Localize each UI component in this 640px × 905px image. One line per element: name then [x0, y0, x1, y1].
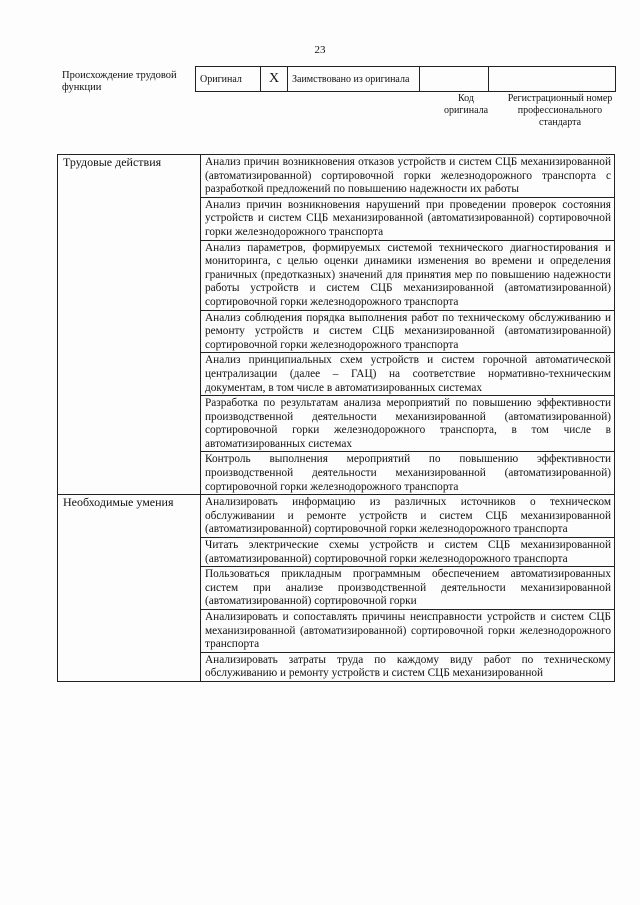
table-cell: Контроль выполнения мероприятий по повышению эффективности производственной деятельности механизированной (автоматизированной) сортировочной горки железнодорожного транспорта: [201, 452, 615, 495]
table-cell: Анализ параметров, формируемых системой технического диагностирования и мониторинга, с целью оценки динамики изменения во времени и определения граничных (предотказных) значений для принятия мер по повышению надежности работы устройств и систем СЦБ механизированной (автоматизированной) сортировочной горки железнодорожного транспорта: [201, 240, 615, 310]
regnum-caption: Регистрационный номер профессионального стандарта: [507, 93, 613, 128]
table-cell: Анализировать затраты труда по каждому виду работ по техническому обслуживанию и ремонту устройств и систем СЦБ механизированной: [201, 652, 615, 681]
function-table: [57, 154, 615, 682]
regnum-cell: [489, 67, 616, 92]
table-cell: Пользоваться прикладным программным обеспечением автоматизированных систем при анализе производственной деятельности механизированной (автоматизированной) сортировочной горки: [201, 567, 615, 610]
page-number: 23: [314, 44, 326, 56]
original-cell: Оригинал: [196, 67, 261, 92]
category-cell: Трудовые действия: [58, 155, 201, 495]
table-cell: Анализ причин возникновения нарушений при проведении проверок состояния устройств и систем СЦБ механизированной (автоматизированной) сортировочной горки железнодорожного транспорта: [201, 197, 615, 240]
borrowed-cell: Заимствовано из оригинала: [288, 67, 420, 92]
table-row: [58, 155, 615, 198]
origin-label: Происхождение трудовой функции: [62, 70, 177, 93]
table-cell: Читать электрические схемы устройств и систем СЦБ механизированной (автоматизированной) сортировочной горки железнодорожного транспорта: [201, 538, 615, 567]
table-cell: Анализировать информацию из различных источников о техническом обслуживании и ремонте устройств и систем СЦБ механизированной (автоматизированной) сортировочной горки железнодорожного транспорта: [201, 495, 615, 538]
table-cell: Анализ причин возникновения отказов устройств и систем СЦБ механизированной (автоматизированной) сортировочной горки железнодорожного транспорта с разработкой предложений по повышению надежности их работы: [201, 155, 615, 198]
original-mark: X: [261, 67, 288, 92]
table-cell: Анализ соблюдения порядка выполнения работ по техническому обслуживанию и ремонту устройств и систем СЦБ механизированной (автоматизированной) сортировочной горки железнодорожного транспорта: [201, 310, 615, 353]
table-row: [58, 495, 615, 538]
table-cell: Анализ принципиальных схем устройств и систем горочной автоматической централизации (далее – ГАЦ) на соответствие нормативно-техническим документам, в том числе в автоматизированных системах: [201, 353, 615, 396]
table-cell: Разработка по результатам анализа мероприятий по повышению эффективности производственной деятельности механизированной (автоматизированной) сортировочной горки железнодорожного транспорта, в том числе в автоматизированных системах: [201, 396, 615, 452]
table-cell: Анализировать и сопоставлять причины неисправности устройств и систем СЦБ механизированной (автоматизированной) сортировочной горки железнодорожного транспорта: [201, 610, 615, 653]
code-caption: Код оригинала: [443, 93, 489, 116]
category-cell: Необходимые умения: [58, 495, 201, 682]
code-cell: [420, 67, 489, 92]
origin-table: [195, 66, 616, 92]
